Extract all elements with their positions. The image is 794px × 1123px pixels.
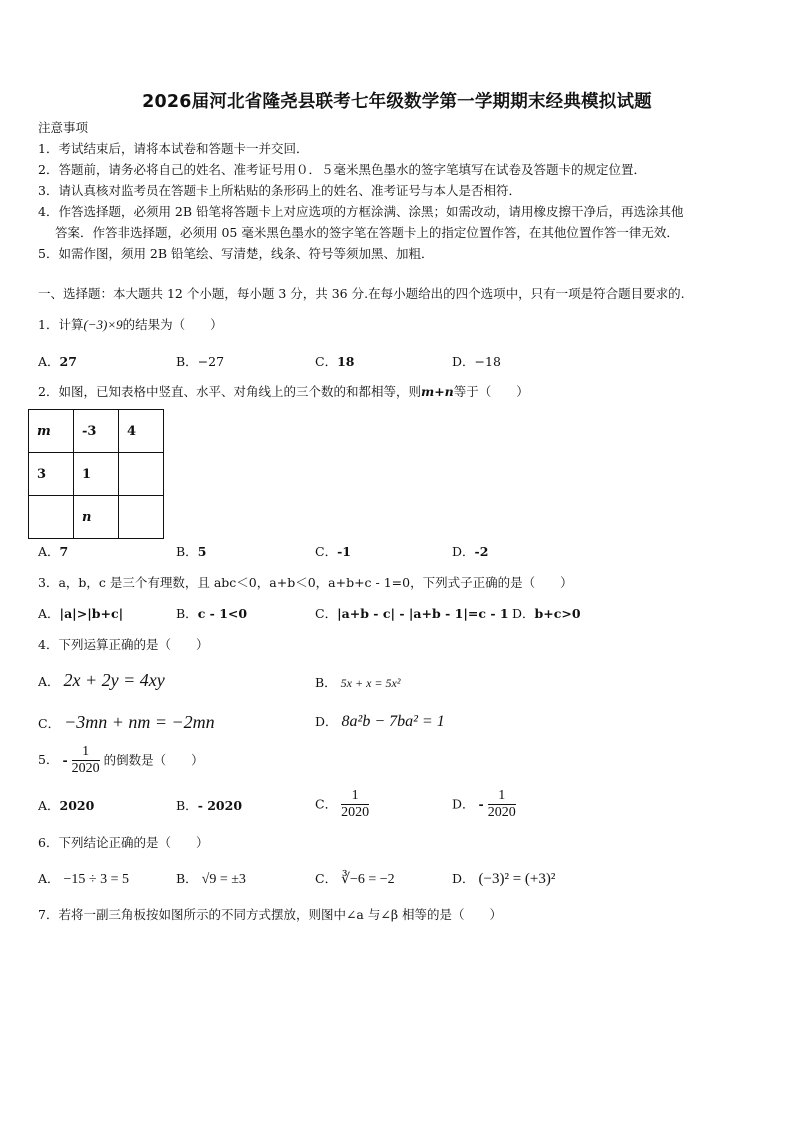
grid-cell: 4 xyxy=(119,410,164,453)
question-3: 3．a，b，c 是三个有理数，且 abc＜0，a+b＜0，a+b+c - 1=0，下列式子正确的是（ ） xyxy=(38,575,573,590)
q2-option-c: C．-1 xyxy=(315,544,351,559)
q6-option-b: B． √9 = ±3 xyxy=(176,871,246,887)
q4-option-d: D． 8a²b − 7ba² = 1 xyxy=(315,713,445,730)
q4-option-a: A． 2x + 2y = 4xy xyxy=(38,670,165,690)
q3-option-a: A．|a|>|b+c| xyxy=(38,606,124,621)
q5-option-d: D． - $\frac{1}{2020}$ xyxy=(452,788,516,820)
question-2: 2．如图，已知表格中竖直、水平、对角线上的三个数的和都相等，则m+n等于（ ） xyxy=(38,384,529,399)
grid-cell: n xyxy=(74,496,119,539)
q5-option-b: B．- 2020 xyxy=(176,798,243,813)
q2-option-d: D．-2 xyxy=(452,544,489,559)
q1-option-a: A．27 xyxy=(38,354,77,369)
notice-item-3: 3．请认真核对监考员在答题卡上所粘贴的条形码上的姓名、准考证号与本人是否相符． xyxy=(38,183,521,198)
grid-cell xyxy=(119,496,164,539)
q1-pre: 1．计算 xyxy=(38,317,84,332)
notice-item-1: 1．考试结束后，请将本试卷和答题卡一并交回． xyxy=(38,141,309,156)
q1-option-b: B．−27 xyxy=(176,354,225,369)
q2-option-b: B．5 xyxy=(176,544,207,559)
grid-cell: m xyxy=(29,410,74,453)
q6-option-c: C． ∛−6 = −2 xyxy=(315,871,395,887)
notice-item-5: 5．如需作图，须用 2B 铅笔绘、写清楚，线条、符号等须加黑、加粗． xyxy=(38,246,434,261)
q6-option-d: D． (−3)² = (+3)² xyxy=(452,871,556,887)
q4-option-c: C． −3mn + nm = −2mn xyxy=(38,712,215,732)
grid-cell xyxy=(29,496,74,539)
q6-option-a: A． −15 ÷ 3 = 5 xyxy=(38,871,129,887)
notice-heading: 注意事项 xyxy=(38,120,89,135)
q3-option-c: C．|a+b - c| - |a+b - 1|=c - 1 xyxy=(315,606,509,621)
page-title: 2026届河北省隆尧县联考七年级数学第一学期期末经典模拟试题 xyxy=(142,92,652,112)
fraction: $\frac{1}{2020}$ xyxy=(341,788,370,820)
magic-square-table xyxy=(28,409,164,539)
q2-option-a: A．7 xyxy=(38,544,69,559)
q5-option-c: C． $\frac{1}{2020}$ xyxy=(315,788,370,820)
q3-option-d: D．b+c>0 xyxy=(512,606,581,621)
q5-option-a: A．2020 xyxy=(38,798,95,813)
q2-expr: m+n xyxy=(420,384,454,399)
notice-item-2: 2．答题前，请务必将自己的姓名、准考证号用０．５毫米黑色墨水的签字笔填写在试卷及答题卡的规定位置． xyxy=(38,162,646,177)
grid-cell xyxy=(119,453,164,496)
q1-post: 的结果为（ ） xyxy=(122,317,223,332)
section-heading: 一、选择题：本大题共 12 个小题，每小题 3 分，共 36 分.在每小题给出的四个选项中，只有一项是符合题目要求的. xyxy=(38,286,685,301)
question-6: 6．下列结论正确的是（ ） xyxy=(38,835,209,850)
q1-expr: (−3)×9 xyxy=(83,317,123,332)
grid-cell: 3 xyxy=(29,453,74,496)
q1-option-c: C．18 xyxy=(315,354,355,369)
question-7: 7．若将一副三角板按如图所示的不同方式摆放，则图中∠a 与∠β 相等的是（ ） xyxy=(38,907,503,922)
grid-cell: 1 xyxy=(74,453,119,496)
q4-option-b: B． 5x + x = 5x² xyxy=(315,675,401,690)
question-1 xyxy=(38,317,223,333)
question-5: 5． - $\frac{1}{2020}$ 的倒数是（ ） xyxy=(38,744,204,776)
q3-option-b: B．c - 1<0 xyxy=(176,606,248,621)
notice-item-4: 4．作答选择题，必须用 2B 铅笔将答题卡上对应选项的方框涂满、涂黑；如需改动，请用橡皮擦干净后，再选涂其他 xyxy=(38,204,684,219)
notice-item-4-cont: 答案．作答非选择题，必须用 05 毫米黑色墨水的签字笔在答题卡上的指定位置作答，在其他位置作答一律无效． xyxy=(55,225,679,240)
fraction: $\frac{1}{2020}$ xyxy=(71,744,100,776)
q1-option-d: D．−18 xyxy=(452,354,501,369)
fraction: $\frac{1}{2020}$ xyxy=(487,788,516,820)
grid-cell: -3 xyxy=(74,410,119,453)
question-4: 4．下列运算正确的是（ ） xyxy=(38,637,209,652)
